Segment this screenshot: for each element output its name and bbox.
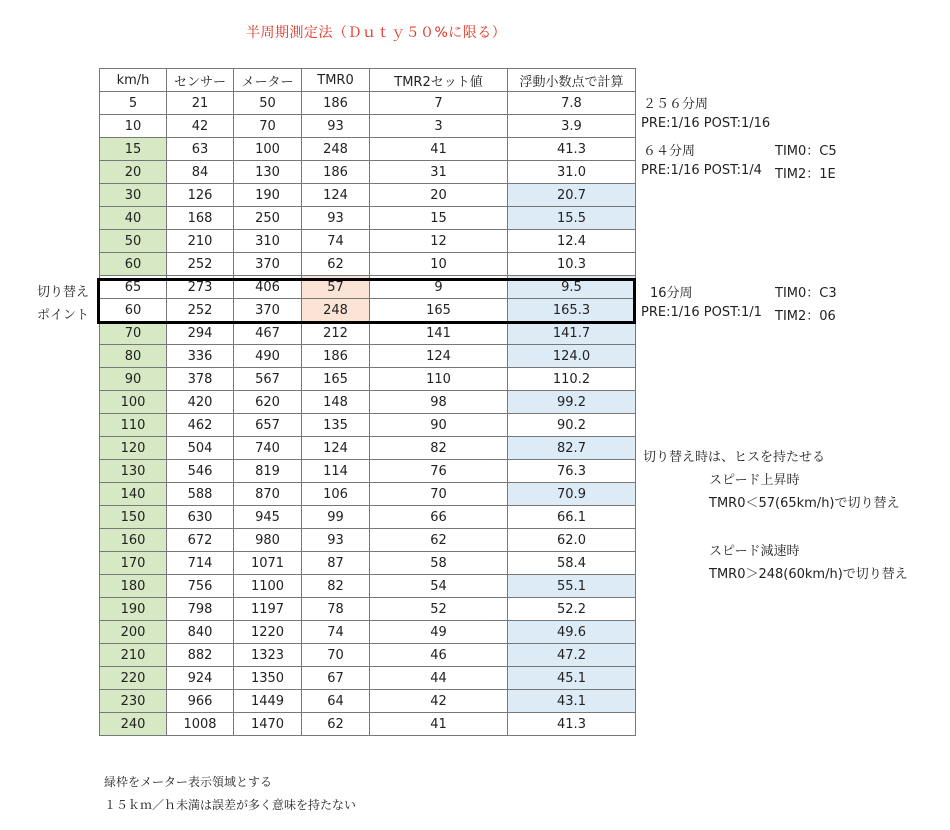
sensor-cell: 798 (167, 598, 234, 621)
meter-cell: 1350 (234, 667, 302, 690)
tmr0-cell: 248 (302, 299, 370, 322)
table-row (100, 713, 636, 736)
point-label: ポイント (37, 308, 90, 323)
speed-cell: 180 (100, 575, 167, 598)
note-tim2-06: TIM2：06 (775, 309, 836, 324)
table-header-row (100, 69, 636, 92)
speed-cell: 120 (100, 437, 167, 460)
speed-cell: 160 (100, 529, 167, 552)
meter-cell: 467 (234, 322, 302, 345)
tmr0-cell: 99 (302, 506, 370, 529)
tmr0-cell: 186 (302, 345, 370, 368)
tmr0-cell: 93 (302, 207, 370, 230)
float-cell: 41.3 (508, 138, 636, 161)
table-row (100, 207, 636, 230)
sensor-cell: 504 (167, 437, 234, 460)
sensor-cell: 84 (167, 161, 234, 184)
tmr2-cell: 141 (370, 322, 508, 345)
meter-cell: 740 (234, 437, 302, 460)
meter-cell: 870 (234, 483, 302, 506)
meter-cell: 567 (234, 368, 302, 391)
table-row (100, 253, 636, 276)
table-row (100, 230, 636, 253)
speed-cell: 15 (100, 138, 167, 161)
tmr2-cell: 52 (370, 598, 508, 621)
speed-cell: 5 (100, 92, 167, 115)
meter-cell: 1470 (234, 713, 302, 736)
table-row (100, 92, 636, 115)
tmr2-cell: 82 (370, 437, 508, 460)
meter-cell: 70 (234, 115, 302, 138)
tmr2-cell: 3 (370, 115, 508, 138)
float-cell: 12.4 (508, 230, 636, 253)
float-cell: 47.2 (508, 644, 636, 667)
speed-cell: 65 (100, 276, 167, 299)
tmr2-cell: 76 (370, 460, 508, 483)
tmr2-cell: 9 (370, 276, 508, 299)
float-cell: 90.2 (508, 414, 636, 437)
meter-cell: 490 (234, 345, 302, 368)
meter-cell: 370 (234, 253, 302, 276)
note-prescaler-1: PRE:1/16 POST:1/16 (641, 116, 771, 131)
sensor-cell: 294 (167, 322, 234, 345)
speed-cell: 60 (100, 253, 167, 276)
tmr0-cell: 57 (302, 276, 370, 299)
float-cell: 52.2 (508, 598, 636, 621)
tmr0-cell: 62 (302, 713, 370, 736)
tmr2-cell: 66 (370, 506, 508, 529)
float-cell: 9.5 (508, 276, 636, 299)
float-cell: 31.0 (508, 161, 636, 184)
table-row (100, 552, 636, 575)
header-tmr2: TMR2セット値 (370, 69, 508, 92)
table-row (100, 575, 636, 598)
float-cell: 45.1 (508, 667, 636, 690)
sensor-cell: 840 (167, 621, 234, 644)
speed-cell: 240 (100, 713, 167, 736)
table-row (100, 460, 636, 483)
note-16-divider: 16分周 (650, 286, 693, 301)
note-speed-down-condition: TMR0＞248(60km/h)で切り替え (709, 567, 908, 582)
sensor-cell: 588 (167, 483, 234, 506)
sensor-cell: 462 (167, 414, 234, 437)
sensor-cell: 126 (167, 184, 234, 207)
table-row (100, 529, 636, 552)
tmr0-cell: 82 (302, 575, 370, 598)
switch-label: 切り替え (37, 285, 90, 300)
sensor-cell: 210 (167, 230, 234, 253)
tmr0-cell: 124 (302, 437, 370, 460)
speed-cell: 210 (100, 644, 167, 667)
note-tim2-1e: TIM2：1E (775, 167, 836, 182)
meter-cell: 310 (234, 230, 302, 253)
meter-cell: 1220 (234, 621, 302, 644)
table-row (100, 138, 636, 161)
sensor-cell: 252 (167, 253, 234, 276)
tmr2-cell: 90 (370, 414, 508, 437)
tmr0-cell: 67 (302, 667, 370, 690)
tmr2-cell: 62 (370, 529, 508, 552)
float-cell: 66.1 (508, 506, 636, 529)
tmr0-cell: 148 (302, 391, 370, 414)
table-row (100, 667, 636, 690)
note-speed-up-condition: TMR0＜57(65km/h)で切り替え (709, 496, 900, 511)
speed-cell: 60 (100, 299, 167, 322)
float-cell: 49.6 (508, 621, 636, 644)
tmr0-cell: 70 (302, 644, 370, 667)
speed-cell: 170 (100, 552, 167, 575)
tmr0-cell: 78 (302, 598, 370, 621)
sensor-cell: 273 (167, 276, 234, 299)
table-row (100, 184, 636, 207)
header-tmr0: TMR0 (302, 69, 370, 92)
sensor-cell: 1008 (167, 713, 234, 736)
float-cell: 82.7 (508, 437, 636, 460)
sensor-cell: 336 (167, 345, 234, 368)
table-row (100, 115, 636, 138)
sensor-cell: 168 (167, 207, 234, 230)
sensor-cell: 42 (167, 115, 234, 138)
meter-cell: 1100 (234, 575, 302, 598)
speed-cell: 70 (100, 322, 167, 345)
meter-cell: 250 (234, 207, 302, 230)
float-cell: 43.1 (508, 690, 636, 713)
table-row (100, 414, 636, 437)
sensor-cell: 756 (167, 575, 234, 598)
speed-cell: 110 (100, 414, 167, 437)
meter-cell: 980 (234, 529, 302, 552)
meter-cell: 945 (234, 506, 302, 529)
meter-cell: 406 (234, 276, 302, 299)
table-row (100, 345, 636, 368)
speed-cell: 230 (100, 690, 167, 713)
note-tim0-c3: TIM0：C3 (775, 286, 837, 301)
tmr2-cell: 165 (370, 299, 508, 322)
float-cell: 7.8 (508, 92, 636, 115)
tmr0-cell: 106 (302, 483, 370, 506)
float-cell: 55.1 (508, 575, 636, 598)
tmr0-cell: 135 (302, 414, 370, 437)
measurement-table (99, 68, 636, 736)
float-cell: 124.0 (508, 345, 636, 368)
tmr0-cell: 74 (302, 621, 370, 644)
float-cell: 3.9 (508, 115, 636, 138)
speed-cell: 90 (100, 368, 167, 391)
header-float: 浮動小数点で計算 (508, 69, 636, 92)
tmr2-cell: 54 (370, 575, 508, 598)
table-row (100, 368, 636, 391)
speed-cell: 40 (100, 207, 167, 230)
header-meter: メーター (234, 69, 302, 92)
note-256-divider: ２５６分周 (643, 97, 709, 112)
tmr0-cell: 62 (302, 253, 370, 276)
note-prescaler-3: PRE:1/16 POST:1/1 (641, 305, 762, 320)
tmr2-cell: 49 (370, 621, 508, 644)
footer-note-2: １５ｋｍ／ｈ未満は誤差が多く意味を持たない (104, 798, 357, 812)
float-cell: 70.9 (508, 483, 636, 506)
tmr2-cell: 110 (370, 368, 508, 391)
speed-cell: 200 (100, 621, 167, 644)
tmr0-cell: 87 (302, 552, 370, 575)
speed-cell: 150 (100, 506, 167, 529)
speed-cell: 130 (100, 460, 167, 483)
sensor-cell: 420 (167, 391, 234, 414)
sensor-cell: 630 (167, 506, 234, 529)
speed-cell: 220 (100, 667, 167, 690)
tmr2-cell: 31 (370, 161, 508, 184)
meter-cell: 620 (234, 391, 302, 414)
meter-cell: 657 (234, 414, 302, 437)
speed-cell: 190 (100, 598, 167, 621)
meter-cell: 370 (234, 299, 302, 322)
tmr2-cell: 98 (370, 391, 508, 414)
table-row (100, 322, 636, 345)
tmr0-cell: 124 (302, 184, 370, 207)
note-hysteresis: 切り替え時は、ヒスを持たせる (643, 450, 826, 465)
header-sensor: センサー (167, 69, 234, 92)
tmr0-cell: 165 (302, 368, 370, 391)
meter-cell: 1197 (234, 598, 302, 621)
meter-cell: 819 (234, 460, 302, 483)
sensor-cell: 966 (167, 690, 234, 713)
table-row (100, 437, 636, 460)
tmr2-cell: 124 (370, 345, 508, 368)
sensor-cell: 546 (167, 460, 234, 483)
float-cell: 20.7 (508, 184, 636, 207)
note-speed-up: スピード上昇時 (709, 473, 800, 488)
speed-cell: 140 (100, 483, 167, 506)
sensor-cell: 21 (167, 92, 234, 115)
sensor-cell: 924 (167, 667, 234, 690)
tmr2-cell: 15 (370, 207, 508, 230)
header-kmh: km/h (100, 69, 167, 92)
float-cell: 99.2 (508, 391, 636, 414)
float-cell: 76.3 (508, 460, 636, 483)
note-prescaler-2: PRE:1/16 POST:1/4 (641, 163, 762, 178)
meter-cell: 1449 (234, 690, 302, 713)
float-cell: 62.0 (508, 529, 636, 552)
speed-cell: 50 (100, 230, 167, 253)
tmr2-cell: 42 (370, 690, 508, 713)
float-cell: 15.5 (508, 207, 636, 230)
tmr2-cell: 46 (370, 644, 508, 667)
tmr2-cell: 20 (370, 184, 508, 207)
tmr0-cell: 186 (302, 92, 370, 115)
speed-cell: 80 (100, 345, 167, 368)
table-row (100, 161, 636, 184)
tmr2-cell: 7 (370, 92, 508, 115)
meter-cell: 100 (234, 138, 302, 161)
table-row (100, 598, 636, 621)
tmr2-cell: 44 (370, 667, 508, 690)
meter-cell: 50 (234, 92, 302, 115)
tmr2-cell: 12 (370, 230, 508, 253)
meter-cell: 1323 (234, 644, 302, 667)
table-row (100, 644, 636, 667)
tmr2-cell: 41 (370, 138, 508, 161)
tmr0-cell: 248 (302, 138, 370, 161)
table-row (100, 276, 636, 299)
tmr0-cell: 74 (302, 230, 370, 253)
note-tim0-c5: TIM0：C5 (775, 144, 837, 159)
meter-cell: 1071 (234, 552, 302, 575)
table-row (100, 483, 636, 506)
table-row (100, 299, 636, 322)
page-title: 半周期測定法（Ｄｕｔｙ５０%に限る） (246, 25, 507, 41)
tmr2-cell: 41 (370, 713, 508, 736)
sensor-cell: 252 (167, 299, 234, 322)
note-64-divider: ６４分周 (643, 144, 696, 159)
tmr0-cell: 186 (302, 161, 370, 184)
float-cell: 58.4 (508, 552, 636, 575)
float-cell: 10.3 (508, 253, 636, 276)
speed-cell: 10 (100, 115, 167, 138)
sensor-cell: 672 (167, 529, 234, 552)
float-cell: 110.2 (508, 368, 636, 391)
sensor-cell: 378 (167, 368, 234, 391)
tmr2-cell: 58 (370, 552, 508, 575)
table-row (100, 506, 636, 529)
meter-cell: 190 (234, 184, 302, 207)
speed-cell: 30 (100, 184, 167, 207)
sensor-cell: 882 (167, 644, 234, 667)
tmr0-cell: 212 (302, 322, 370, 345)
table-row (100, 690, 636, 713)
tmr2-cell: 70 (370, 483, 508, 506)
sensor-cell: 714 (167, 552, 234, 575)
tmr0-cell: 114 (302, 460, 370, 483)
speed-cell: 100 (100, 391, 167, 414)
tmr0-cell: 64 (302, 690, 370, 713)
speed-cell: 20 (100, 161, 167, 184)
table-row (100, 621, 636, 644)
float-cell: 165.3 (508, 299, 636, 322)
tmr2-cell: 10 (370, 253, 508, 276)
note-speed-down: スピード減速時 (709, 544, 800, 559)
float-cell: 41.3 (508, 713, 636, 736)
tmr0-cell: 93 (302, 115, 370, 138)
meter-cell: 130 (234, 161, 302, 184)
table-row (100, 391, 636, 414)
tmr0-cell: 93 (302, 529, 370, 552)
footer-note-1: 緑枠をメーター表示領域とする (104, 775, 273, 789)
float-cell: 141.7 (508, 322, 636, 345)
sensor-cell: 63 (167, 138, 234, 161)
